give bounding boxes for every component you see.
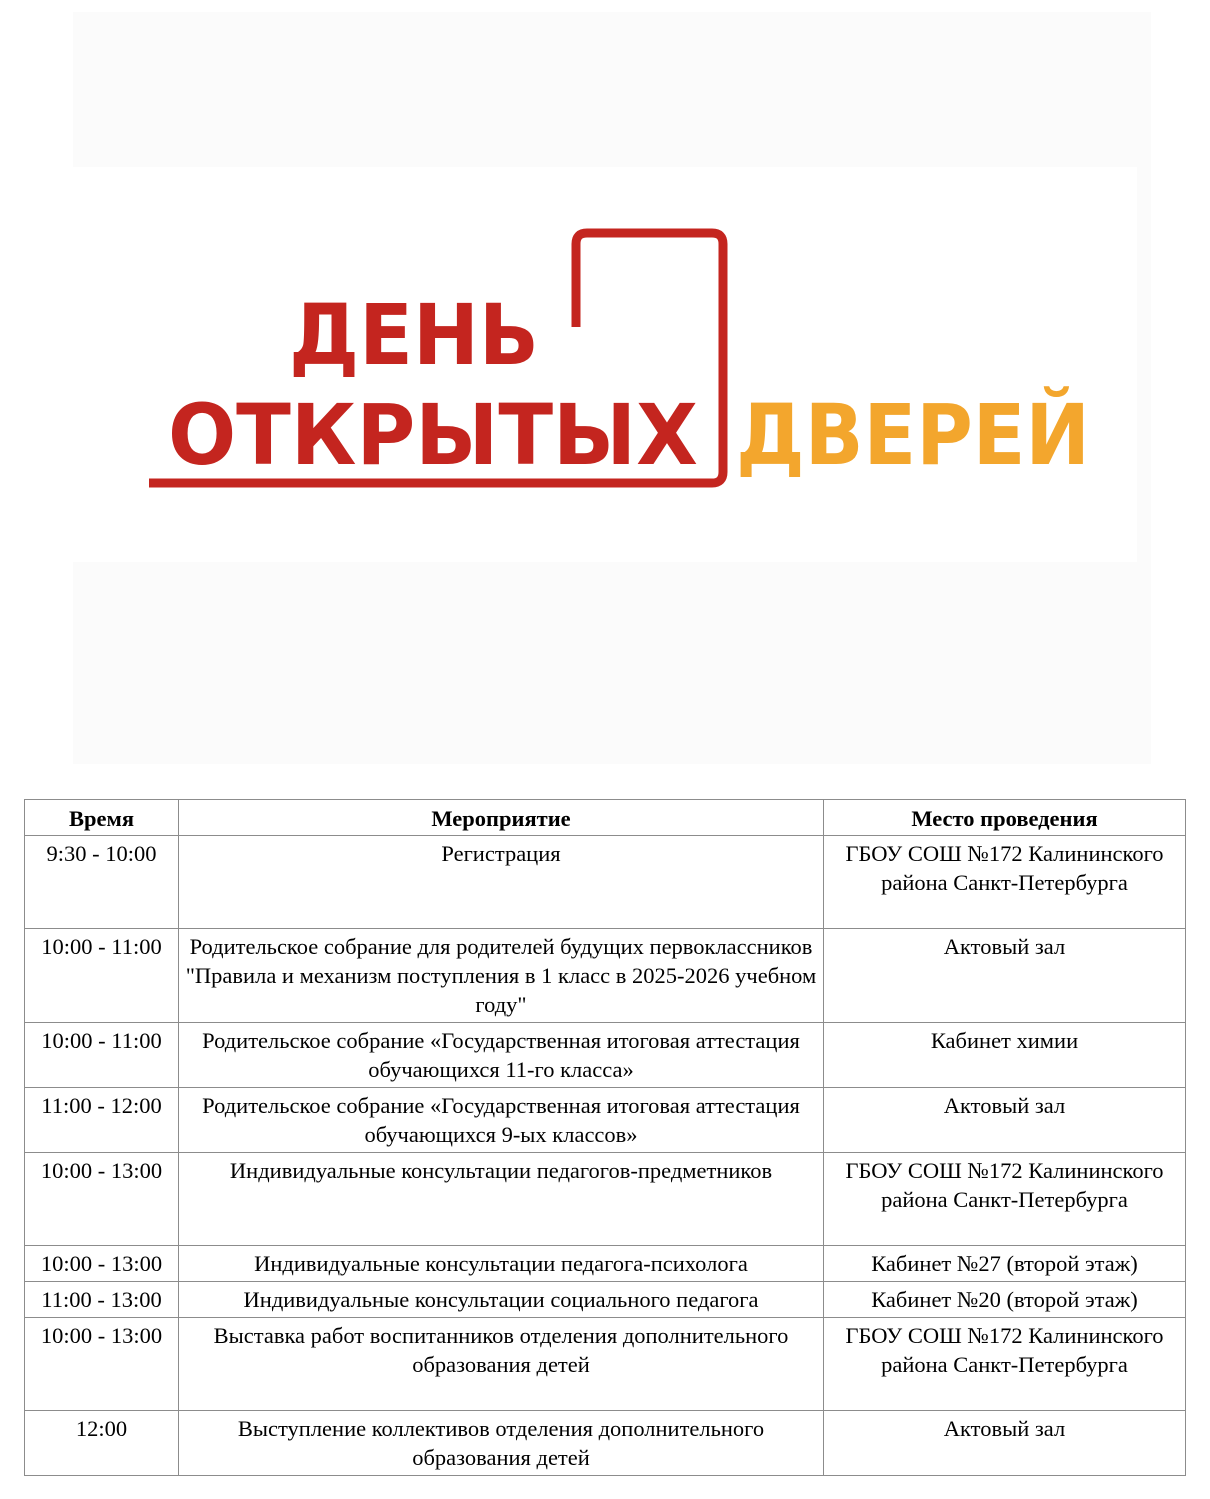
table-row <box>25 1318 1186 1411</box>
row-time: 10:00 - 11:00 <box>25 1023 179 1088</box>
row-event: Родительское собрание «Государственная итоговая аттестация обучающихся 11-го класса» <box>179 1023 824 1088</box>
banner <box>73 12 1151 764</box>
row-event: Выступление коллективов отделения дополнительного образования детей <box>179 1411 824 1476</box>
row-time: 11:00 - 13:00 <box>25 1282 179 1318</box>
row-event: Индивидуальные консультации педагога-психолога <box>179 1246 824 1282</box>
header-event: Мероприятие <box>179 800 824 836</box>
row-time: 10:00 - 13:00 <box>25 1246 179 1282</box>
row-place: Актовый зал <box>824 1411 1186 1476</box>
schedule-table <box>24 799 1186 1476</box>
row-time: 10:00 - 13:00 <box>25 1153 179 1246</box>
row-place: Кабинет химии <box>824 1023 1186 1088</box>
row-place: Кабинет №20 (второй этаж) <box>824 1282 1186 1318</box>
logo-line-2: ОТКРЫТЫХ <box>168 386 698 484</box>
row-place: ГБОУ СОШ №172 Калининского района Санкт-Петербурга <box>824 1153 1186 1246</box>
row-place: ГБОУ СОШ №172 Калининского района Санкт-Петербурга <box>824 1318 1186 1411</box>
row-event: Индивидуальные консультации социального педагога <box>179 1282 824 1318</box>
row-event: Выставка работ воспитанников отделения дополнительного образования детей <box>179 1318 824 1411</box>
row-event: Родительское собрание «Государственная итоговая аттестация обучающихся 9-ых классов» <box>179 1088 824 1153</box>
table-row <box>25 1282 1186 1318</box>
logo-line-3: ДВЕРЕЙ <box>736 386 1090 484</box>
table-row <box>25 1088 1186 1153</box>
table-row <box>25 836 1186 929</box>
header-place: Место проведения <box>824 800 1186 836</box>
row-time: 12:00 <box>25 1411 179 1476</box>
table-row <box>25 1246 1186 1282</box>
row-place: Актовый зал <box>824 929 1186 1023</box>
banner-inner <box>73 167 1137 562</box>
table-row <box>25 1153 1186 1246</box>
row-event: Регистрация <box>179 836 824 929</box>
table-row <box>25 1023 1186 1088</box>
row-place: Кабинет №27 (второй этаж) <box>824 1246 1186 1282</box>
row-time: 10:00 - 13:00 <box>25 1318 179 1411</box>
row-time: 10:00 - 11:00 <box>25 929 179 1023</box>
row-time: 9:30 - 10:00 <box>25 836 179 929</box>
table-row <box>25 929 1186 1023</box>
row-event: Индивидуальные консультации педагогов-предметников <box>179 1153 824 1246</box>
header-time: Время <box>25 800 179 836</box>
row-time: 11:00 - 12:00 <box>25 1088 179 1153</box>
table-header-row <box>25 800 1186 836</box>
row-place: Актовый зал <box>824 1088 1186 1153</box>
open-day-logo <box>73 167 1137 562</box>
logo-line-1: ДЕНЬ <box>289 286 539 384</box>
row-event: Родительское собрание для родителей будущих первоклассников "Правила и механизм поступления в 1 класс в 2025-2026 учебном году" <box>179 929 824 1023</box>
table-row <box>25 1411 1186 1476</box>
row-place: ГБОУ СОШ №172 Калининского района Санкт-Петербурга <box>824 836 1186 929</box>
